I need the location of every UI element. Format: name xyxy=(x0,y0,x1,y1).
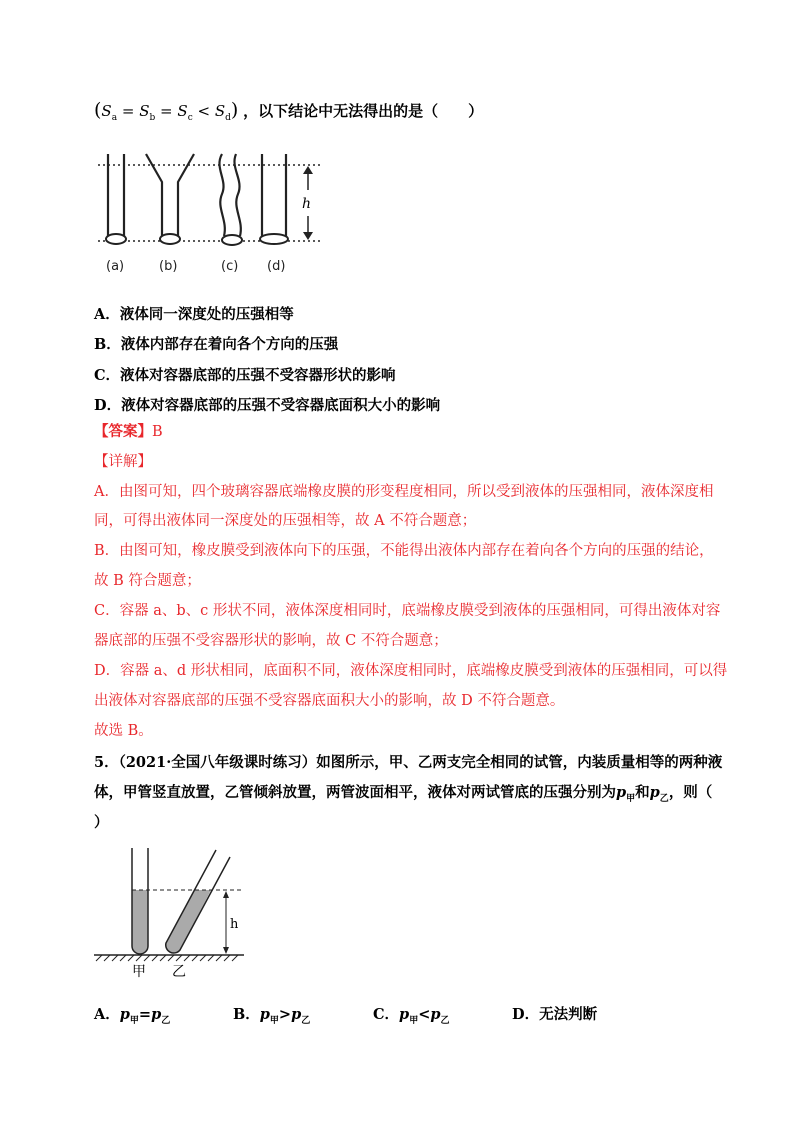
q5-option-b: B．$p_甲>p_乙$ xyxy=(233,1006,311,1026)
explanation-line: C．容器 a、b、c 形状不同，液体深度相同时，底端橡皮膜受到液体的压强相同，可得出液体对容 xyxy=(94,603,721,619)
q5-figure xyxy=(94,842,264,982)
q4-stem-text: ，以下结论中无法得出的是（ ） xyxy=(243,102,484,120)
explanation-line: 故 B 符合题意； xyxy=(94,573,201,589)
q5-stem-line-2: 体，甲管竖直放置，乙管倾斜放置，两管波面相平，液体对两试管底的压强分别为$p_甲$和$p_乙$，则（ xyxy=(94,784,713,804)
q4-fig-label-c: (c) xyxy=(221,259,239,274)
q5-fig-label-yi: 乙 xyxy=(172,964,186,980)
explanation-line: 故选 B。 xyxy=(94,723,153,739)
q4-fig-label-a: (a) xyxy=(106,259,125,274)
q5-option-c: C．$p_甲<p_乙$ xyxy=(373,1006,450,1026)
q5-height-label: h xyxy=(230,917,239,932)
explanation-line: 出液体对容器底部的压强不受容器底面积大小的影响，故 D 不符合题意。 xyxy=(94,693,565,709)
q5-option-d: D．无法判断 xyxy=(512,1006,598,1023)
q5-stem-line-1: 5．（2021·全国八年级课时练习）如图所示，甲、乙两支完全相同的试管，内装质量相等的两种液 xyxy=(94,754,723,771)
q4-detail-label: 【详解】 xyxy=(94,454,152,470)
answer-value: B xyxy=(152,424,163,440)
answer-label: 【答案】 xyxy=(94,423,152,440)
q4-fig-label-d: (d) xyxy=(267,259,286,274)
q4-condition: $(S_a = S_b = S_c < S_d)$ xyxy=(94,99,239,123)
explanation-line: A．由图可知，四个玻璃容器底端橡皮膜的形变程度相同，所以受到液体的压强相同，液体深度相 xyxy=(94,484,714,500)
q4-option-a: A．液体同一深度处的压强相等 xyxy=(94,306,294,323)
q4-option-b: B．液体内部存在着向各个方向的压强 xyxy=(94,336,339,353)
q4-figure xyxy=(96,146,326,278)
explanation-line: 同，可得出液体同一深度处的压强相等，故 A 不符合题意； xyxy=(94,513,477,529)
q5-fig-label-jia: 甲 xyxy=(132,964,146,980)
q4-option-c: C．液体对容器底部的压强不受容器形状的影响 xyxy=(94,367,396,384)
q4-stem xyxy=(94,100,483,128)
q4-answer xyxy=(94,422,163,442)
q5-stem-line-3: ） xyxy=(94,814,109,831)
q5-option-a: A．$p_甲=p_乙$ xyxy=(94,1006,171,1026)
explanation-line: B．由图可知，橡皮膜受到液体向下的压强，不能得出液体内部存在着向各个方向的压强的结论， xyxy=(94,543,714,559)
explanation-line: 器底部的压强不受容器形状的影响，故 C 不符合题意； xyxy=(94,633,448,649)
q4-fig-label-b: (b) xyxy=(159,259,178,274)
q4-option-d: D．液体对容器底部的压强不受容器底面积大小的影响 xyxy=(94,397,441,414)
explanation-line: D．容器 a、d 形状相同，底面积不同，液体深度相同时，底端橡皮膜受到液体的压强相同，可以得 xyxy=(94,663,728,679)
q4-height-label: h xyxy=(302,196,312,212)
